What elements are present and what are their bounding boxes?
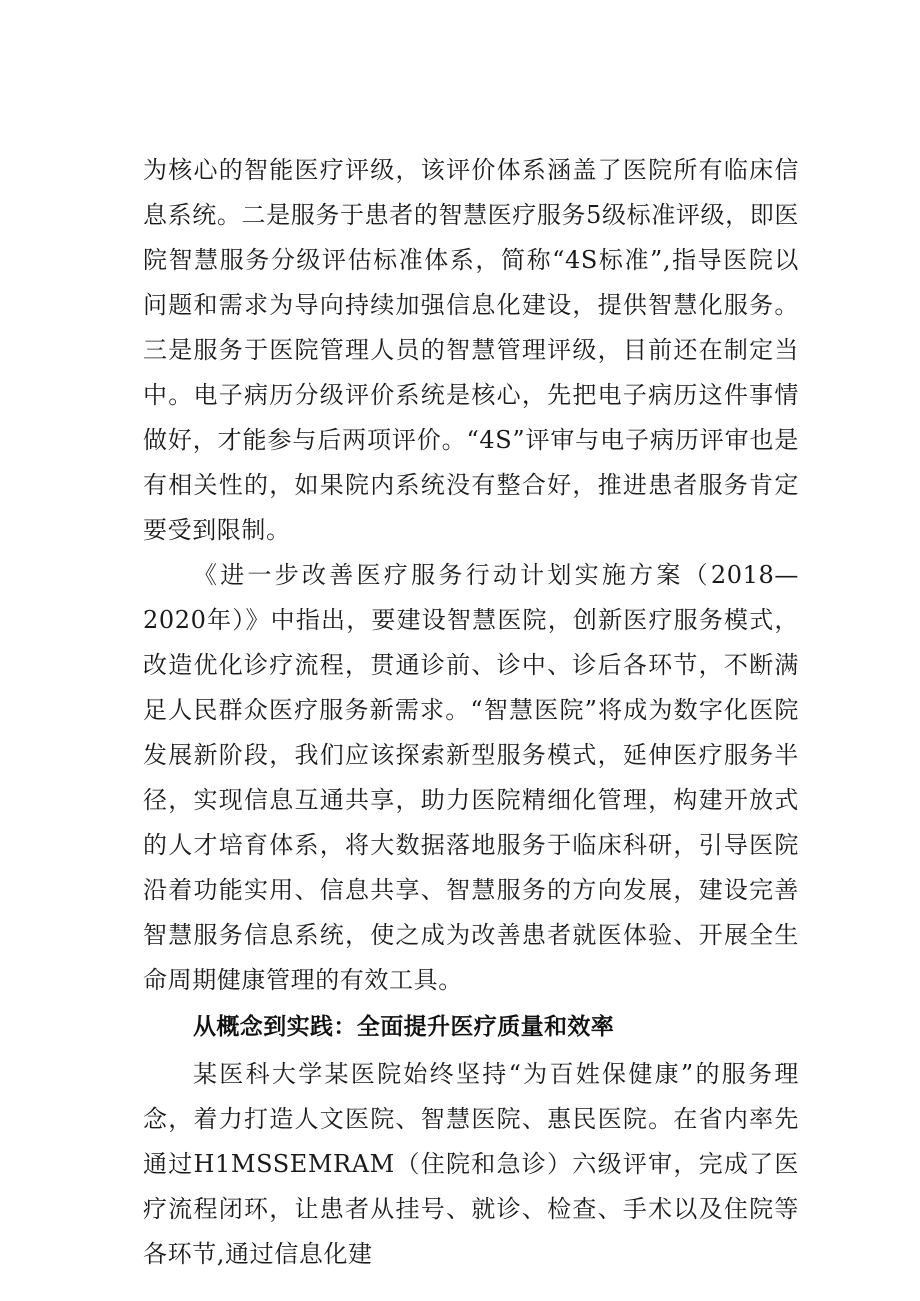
paragraph-smart-hospital-plan: 《进一步改善医疗服务行动计划实施方案（2018—2020年）》中指出，要建设智慧医院，创新医疗服务模式，改造优化诊疗流程，贯通诊前、诊中、诊后各环节，不断满足人民群众医疗服务新需求。“智慧医院”将成为数字化医院发展新阶段，我们应该探索新型服务模式，延伸医疗服务半径，实现信息互通共享，助力医院精细化管理，构建开放式的人才培育体系，将大数据落地服务于临床科研，引导医院沿着功能实用、信息共享、智慧服务的方向发展，建设完善智慧服务信息系统，使之成为改善患者就医体验、开展全生命周期健康管理的有效工具。	[143, 561, 799, 994]
section-heading: 从概念到实践：全面提升医疗质量和效率	[193, 1014, 615, 1040]
document-body	[143, 148, 799, 1277]
paragraph-rating-systems: 为核心的智能医疗评级，该评价体系涵盖了医院所有临床信息系统。二是服务于患者的智慧医疗服务5级标准评级，即医院智慧服务分级评估标准体系，简称“4S标准”,指导医院以问题和需求为导向持续加强信息化建设，提供智慧化服务。三是服务于医院管理人员的智慧管理评级，目前还在制定当中。电子病历分级评价系统是核心，先把电子病历这件事情做好，才能参与后两项评价。“4S”评审与电子病历评审也是有相关性的，如果院内系统没有整合好，推进患者服务肯定要受到限制。	[143, 156, 799, 544]
paragraph-hospital-practice: 某医科大学某医院始终坚持“为百姓保健康”的服务理念，着力打造人文医院、智慧医院、惠民医院。在省内率先通过H1MSSEMRAM（住院和急诊）六级评审，完成了医疗流程闭环，让患者从挂号、就诊、检查、手术以及住院等各环节,通过信息化建	[143, 1060, 799, 1268]
